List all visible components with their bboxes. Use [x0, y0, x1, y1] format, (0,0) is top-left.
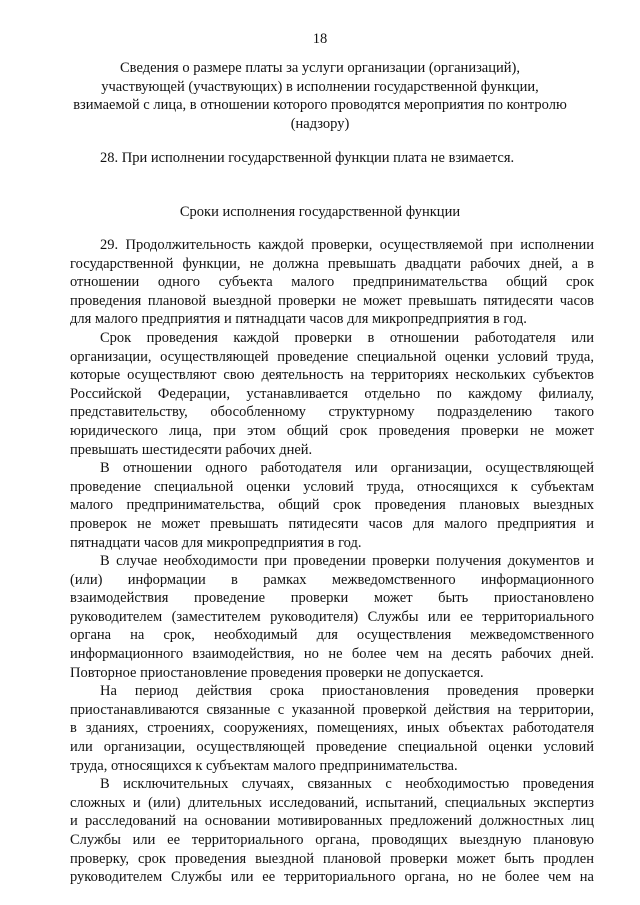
- paragraph-multi-region: [70, 329, 594, 459]
- text-line: В случае необходимости при проведении проверки получения документов и: [100, 553, 594, 570]
- text-line: превышать шестидесяти рабочих дней.: [70, 441, 313, 458]
- text-line: В исключительных случаях, связанных с необходимостью проведения: [100, 776, 594, 793]
- text-line: государственной функции, не должна превышать двадцати рабочих дней, а в: [70, 255, 594, 272]
- paragraph-suspension: [70, 552, 594, 682]
- text-line: которые осуществляют свою деятельность на территориях нескольких субъектов: [70, 367, 594, 384]
- fees-section-heading: [60, 59, 580, 133]
- text-line: органа на срок, необходимый для осуществления межведомственного: [70, 627, 594, 644]
- text-line: проверку, срок проведения выездной плановой проверки может быть продлен: [70, 850, 594, 867]
- text-line: представительству, обособленному структурному подразделению такого: [70, 404, 594, 421]
- text-line: руководителем (заместителем руководителя) Службы или ее территориального: [70, 608, 594, 625]
- text-line: отношении одного субъекта малого предпринимательства общий срок: [70, 274, 594, 291]
- text-line: информационного взаимодействия, но не более чем на десять рабочих дней.: [70, 646, 594, 663]
- paragraph-29-duration: [70, 236, 594, 329]
- text-line: проведение специальной оценки условий труда, относящихся к субъектам: [70, 478, 594, 495]
- text-line: или организации, осуществляющей проведение специальной оценки условий: [70, 739, 594, 756]
- paragraph-small-business: [70, 459, 594, 552]
- page-number: 18: [312, 31, 328, 47]
- text-line: проведения плановой выездной проверки не может превышать пятидесяти часов: [70, 292, 594, 309]
- fees-heading-line: взимаемой с лица, в отношении которого проводятся мероприятия по контролю: [73, 97, 567, 114]
- text-line: На период действия срока приостановления проведения проверки: [100, 683, 594, 700]
- text-line: юридического лица, при этом общий срок проведения проверки не может: [70, 422, 594, 439]
- paragraph-28: 28. При исполнении государственной функции плата не взимается.: [100, 150, 515, 166]
- text-line: Российской Федерации, устанавливается отдельно по каждому филиалу,: [70, 385, 594, 402]
- text-line: пятнадцати часов для микропредприятия в год.: [70, 534, 362, 551]
- text-line: труда, относящихся к субъектам малого предпринимательства.: [70, 757, 458, 774]
- fees-heading-line: (надзору): [290, 115, 350, 132]
- text-line: взаимодействия проведение проверки может быть приостановлено: [70, 590, 594, 607]
- text-line: приостанавливаются связанные с указанной проверкой действия на территории,: [70, 701, 594, 718]
- paragraph-suspension-period: [70, 682, 594, 775]
- text-line: проверок не может превышать пятидесяти часов для малого предприятия и: [70, 515, 594, 532]
- terms-section-heading: Сроки исполнения государственной функции: [179, 204, 461, 220]
- text-line: в зданиях, строениях, сооружениях, помещениях, иных объектах работодателя: [70, 720, 594, 737]
- text-line: и расследований на основании мотивированных предложений должностных лиц: [70, 813, 594, 830]
- text-line: малого предпринимательства, общий срок проведения плановых выездных: [70, 497, 594, 514]
- paragraph-extension: [70, 775, 594, 887]
- fees-heading-line: Сведения о размере платы за услуги организации (организаций),: [120, 60, 520, 76]
- text-line: В отношении одного работодателя или организации, осуществляющей: [100, 460, 594, 477]
- body-text: [70, 236, 594, 887]
- text-line: Повторное приостановление проведения проверки не допускается.: [70, 664, 484, 681]
- text-line: сложных и (или) длительных исследований, испытаний, специальных экспертиз: [70, 794, 594, 811]
- text-line: организации, осуществляющей проведение специальной оценки условий труда,: [70, 348, 594, 365]
- fees-heading-line: участвующей (участвующих) в исполнении государственной функции,: [101, 78, 539, 95]
- text-line: (или) информации в рамках межведомственного информационного: [70, 571, 594, 588]
- text-line: Службы или ее территориального органа, проводящих выездную плановую: [70, 832, 594, 848]
- text-line: 29. Продолжительность каждой проверки, осуществляемой при исполнении: [100, 237, 594, 253]
- text-line: для малого предприятия и пятнадцати часов для микропредприятия в год.: [70, 311, 527, 328]
- text-line: руководителем Службы или ее территориального органа, но не более чем на: [70, 869, 594, 886]
- text-line: Срок проведения каждой проверки в отношении работодателя или: [100, 329, 594, 346]
